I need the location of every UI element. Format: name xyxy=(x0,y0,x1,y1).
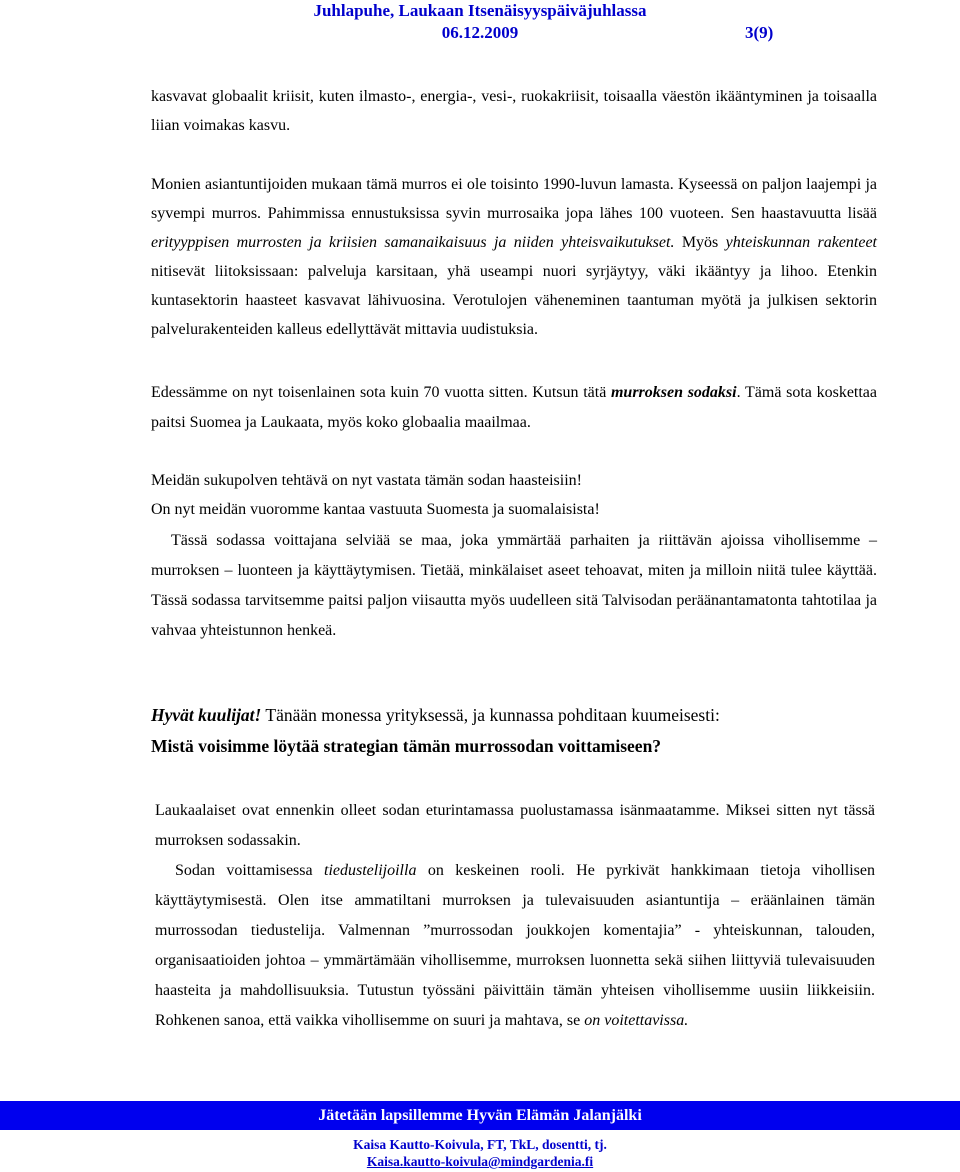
header-page-number: 3(9) xyxy=(745,23,774,42)
header-date: 06.12.2009 xyxy=(441,23,519,42)
paragraph-4: Meidän sukupolven tehtävä on nyt vastata tämän sodan haasteisiin! On nyt meidän vuoromme kantaa vastuuta Suomesta ja suomalaisista! xyxy=(151,472,600,518)
paragraph-7: Laukaalaiset ovat ennenkin olleet sodan eturintamassa puolustamassa isänmaatamme. Miksei sitten nyt tässä murroksen sodassakin. xyxy=(155,802,875,849)
paragraph-6: Hyvät kuulijat! Tänään monessa yrityksessä, ja kunnassa pohditaan kuumeisesti: Mistä voisimme löytää strategian tämän murrossodan voittamiseen? xyxy=(151,705,720,756)
paragraph-3: Edessämme on nyt toisenlainen sota kuin 70 vuotta sitten. Kutsun tätä murroksen sodaksi. Tämä sota koskettaa paitsi Suomea ja Laukaata, myös koko globaalia maailmaa. xyxy=(151,384,878,431)
paragraph-2: Monien asiantuntijoiden mukaan tämä murros ei ole toisinto 1990-luvun lamasta. Kyseessä on paljon laajempi ja syvempi murros. Pahimmissa ennustuksissa syvin murrosaika jopa lähes 100 vuoteen. Sen haastavuutta lisää erityyppisen murrosten ja kriisien samanaikaisuus ja niiden yhteisvaikutukset. Myös yhteiskunnan rakenteet nitisevät liitoksissaan: palveluja karsitaan, yhä useampi nuori syrjäytyy, väki ikääntyy ja lihoo. Etenkin kuntasektorin haasteet kasvavat lähivuosina. Verotulojen väheneminen taantuman myötä ja julkisen sektorin palvelurakenteiden kalleus edellyttävät mittavia uudistuksia. xyxy=(151,176,877,338)
footer-slogan-bar xyxy=(0,1101,960,1130)
paragraph-1: kasvavat globaalit kriisit, kuten ilmasto-, energia-, vesi-, ruokakriisit, toisaalla väestön ikääntyminen ja toisaalla liian voimakas kasvu. xyxy=(151,88,877,134)
paragraph-8: Sodan voittamisessa tiedustelijoilla on keskeinen rooli. He pyrkivät hankkimaan tietoja vihollisen käyttäytymisestä. Olen itse ammatiltani murroksen ja tulevaisuuden asiantuntija – eräänlainen tämän murrossodan tiedustelija. Valmennan ”murrossodan joukkojen komentajia” - yhteiskunnan, talouden, organisaatioiden johtoa – ymmärtämään vihollisemme, murroksen luonnetta sekä siihen liittyviä tulevaisuuden haasteita ja mahdollisuuksia. Tutustun työssäni päivittäin tämän yhteisen vihollisemme uusiin liikkeisiin. Rohkenen sanoa, että vaikka vihollisemme on suuri ja mahtava, se on voitettavissa. xyxy=(155,862,875,1029)
header-title: Juhlapuhe, Laukaan Itsenäisyyspäiväjuhlassa xyxy=(313,1,647,20)
footer-author: Kaisa Kautto-Koivula, FT, TkL, dosentti, tj. xyxy=(353,1137,607,1152)
footer-email-link[interactable]: Kaisa.kautto-koivula@mindgardenia.fi xyxy=(366,1154,594,1169)
footer-slogan: Jätetään lapsillemme Hyvän Elämän Jalanjälki xyxy=(318,1107,642,1124)
paragraph-5: Tässä sodassa voittajana selviää se maa, joka ymmärtää parhaiten ja riittävän ajoissa vihollisemme – murroksen – luonteen ja käyttäytymisen. Tietää, minkälaiset aseet tehoavat, miten ja milloin niitä tulee käyttää. Tässä sodassa tarvitsemme paitsi paljon viisautta myös uudelleen sitä Talvisodan peräänantamatonta tahtotilaa ja vahvaa yhteistunnon henkeä. xyxy=(151,532,877,639)
